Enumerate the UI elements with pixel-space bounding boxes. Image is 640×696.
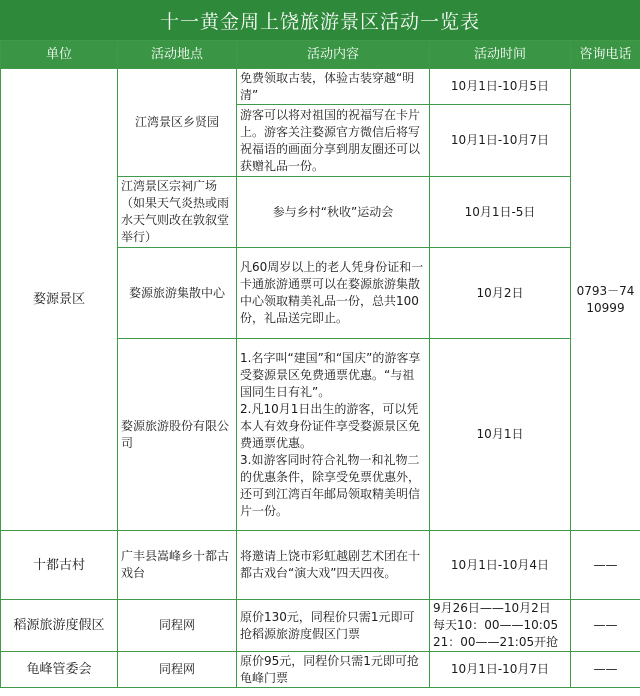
phone-line: 10999	[586, 300, 625, 315]
header-unit: 单位	[1, 41, 118, 69]
phone-cell-wuyuan	[571, 69, 640, 531]
location-cell: 广丰县嵩峰乡十都古戏台	[118, 531, 237, 600]
content-paragraph: 2.凡10月1日出生的游客，可以凭本人有效身份证件享受婺源景区免费通票优惠。	[240, 401, 421, 450]
header-phone: 咨询电话	[571, 41, 640, 69]
content-cell: 将邀请上饶市彩虹越剧艺术团在十都古戏台“演大戏”四天四夜。	[237, 531, 430, 600]
content-cell	[237, 339, 430, 531]
header-content: 活动内容	[237, 41, 430, 69]
content-cell: 免费领取古装，体验古装穿越“明清”	[237, 69, 430, 105]
header-location: 活动地点	[118, 41, 237, 69]
header-time: 活动时间	[430, 41, 571, 69]
table-title: 十一黄金周上饶旅游景区活动一览表	[0, 0, 640, 40]
phone-cell: ——	[571, 531, 640, 600]
content-cell: 凡60周岁以上的老人凭身份证和一卡通旅游通票可以在婺源旅游集散中心领取精美礼品一份，总共100份，礼品送完即止。	[237, 248, 430, 339]
unit-cell-guifeng: 龟峰管委会	[1, 652, 118, 688]
time-cell: 10月1日-10月7日	[430, 105, 571, 177]
time-line: 21：00——21:05开抢	[433, 635, 559, 649]
location-cell: 江湾景区宗祠广场（如果天气炎热或雨水天气则改在敦叙堂举行）	[118, 177, 237, 248]
content-cell: 游客可以将对祖国的祝福写在卡片上。游客关注婺源官方微信后将写祝福语的画面分享到朋友圈还可以获赠礼品一份。	[237, 105, 430, 177]
content-cell: 原价95元，同程价只需1元即可抢龟峰门票	[237, 652, 430, 688]
unit-cell-daoyuan: 稻源旅游度假区	[1, 600, 118, 652]
time-line: 每天10：00——10:05	[433, 618, 559, 632]
table-row	[1, 600, 640, 652]
header-row	[1, 41, 640, 69]
content-paragraph: 1.名字叫“建国”和“国庆”的游客享受婺源景区免费通票优惠。“与祖国同生日有礼”。	[240, 350, 421, 399]
table-row	[1, 69, 640, 105]
time-cell: 10月1日-5日	[430, 177, 571, 248]
phone-cell: ——	[571, 600, 640, 652]
location-cell: 同程网	[118, 600, 237, 652]
time-cell: 10月1日	[430, 339, 571, 531]
location-cell: 婺源旅游集散中心	[118, 248, 237, 339]
unit-cell-wuyuan: 婺源景区	[1, 69, 118, 531]
location-cell: 江湾景区乡贤园	[118, 69, 237, 177]
phone-line: 0793－74	[576, 283, 635, 298]
location-cell: 同程网	[118, 652, 237, 688]
content-cell: 参与乡村“秋收”运动会	[237, 177, 430, 248]
content-cell: 原价130元，同程价只需1元即可抢稻源旅游度假区门票	[237, 600, 430, 652]
location-cell: 婺源旅游股份有限公司	[118, 339, 237, 531]
time-cell: 10月2日	[430, 248, 571, 339]
time-cell: 10月1日-10月4日	[430, 531, 571, 600]
content-paragraph: 3.如游客同时符合礼物一和礼物二的优惠条件，除享受免票优惠外，还可到江湾百年邮局领取精美明信片一份。	[240, 452, 421, 518]
table-row	[1, 652, 640, 688]
phone-cell: ——	[571, 652, 640, 688]
time-cell: 10月1日-10月7日	[430, 652, 571, 688]
time-line: 9月26日——10月2日	[433, 601, 551, 615]
unit-cell-shidu: 十都古村	[1, 531, 118, 600]
time-cell	[430, 600, 571, 652]
activity-table	[0, 40, 640, 688]
time-cell: 10月1日-10月5日	[430, 69, 571, 105]
table-row	[1, 531, 640, 600]
